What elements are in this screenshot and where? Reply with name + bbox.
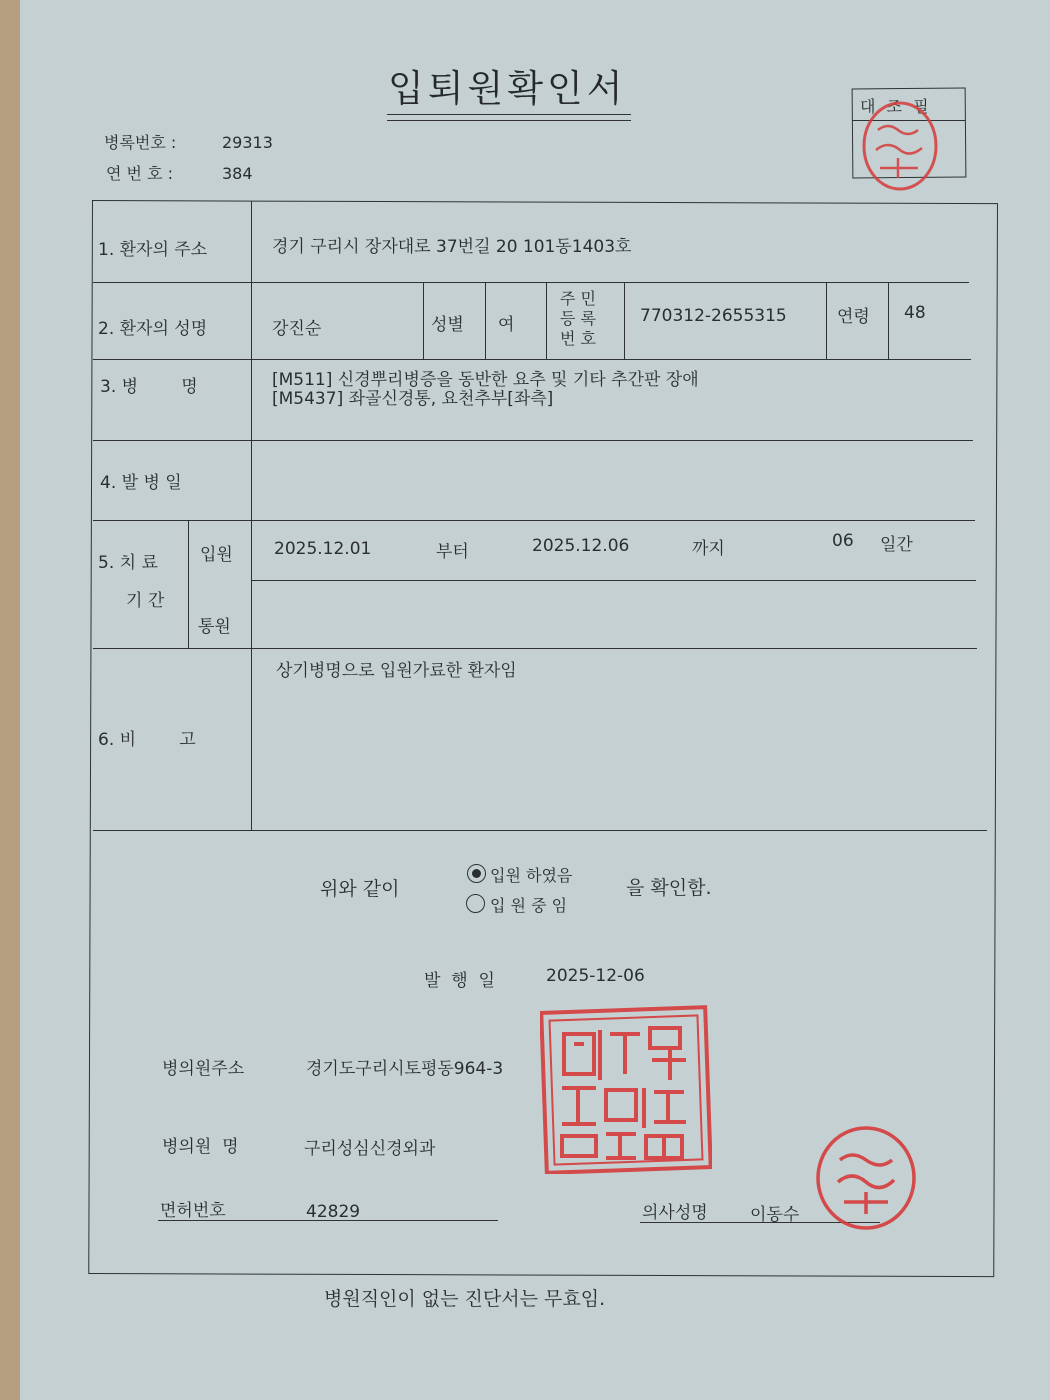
doctor-label: 의사성명 <box>642 1203 708 1223</box>
diagnosis-label: 3. 병 명 <box>100 377 198 397</box>
name-value: 강진순 <box>272 319 322 339</box>
page-title: 입퇴원확인서 <box>388 67 627 110</box>
radio-admitted[interactable] <box>467 864 486 883</box>
serial-no-value: 384 <box>222 164 253 183</box>
issue-date-value: 2025-12-06 <box>546 966 645 986</box>
address-label: 1. 환자의 주소 <box>98 240 208 260</box>
treatment-label: 5. 치 료 <box>98 553 158 573</box>
end-date: 2025.12.06 <box>532 536 630 556</box>
hospital-address-label: 병의원주소 <box>162 1059 245 1079</box>
record-no-label: 병록번호 : <box>104 133 177 152</box>
hospital-name-value: 구리성심신경외과 <box>304 1139 436 1159</box>
doctor-seal <box>814 1124 918 1232</box>
column-divider <box>546 282 547 359</box>
rrn-value: 770312-2655315 <box>640 306 787 326</box>
title-underline <box>387 114 631 115</box>
row-divider <box>93 282 969 283</box>
radio-selected-dot <box>472 869 481 878</box>
row-divider <box>93 520 975 521</box>
confirm-prefix: 위와 같이 <box>320 878 400 900</box>
column-divider <box>251 201 252 831</box>
radio-in-hospital[interactable] <box>466 894 485 913</box>
onset-label: 4. 발 병 일 <box>100 473 182 493</box>
diagnosis-line1: [M511] 신경뿌리병증을 동반한 요추 및 기타 추간판 장애 <box>272 370 699 390</box>
treatment-label-2: 기 간 <box>126 591 165 611</box>
address-value: 경기 구리시 장자대로 37번길 20 101동1403호 <box>272 237 632 257</box>
row-divider <box>93 830 987 831</box>
rrn-label-line2: 등 록 <box>560 309 596 328</box>
issue-date-label: 발 행 일 <box>424 971 495 991</box>
option-in-hospital-label: 입 원 중 임 <box>490 896 568 915</box>
column-divider <box>423 282 424 359</box>
confirm-suffix: 을 확인함. <box>626 877 712 899</box>
row-divider <box>93 440 973 441</box>
record-no-value: 29313 <box>222 133 273 152</box>
inpatient-label: 입원 <box>200 545 233 565</box>
remarks-value: 상기병명으로 입원가료한 환자임 <box>276 661 517 681</box>
serial-no-label: 연 번 호 : <box>106 164 174 183</box>
diagnosis-line2: [M5437] 좌골신경통, 요천추부[좌측] <box>272 389 554 409</box>
sex-value: 여 <box>498 315 515 335</box>
hospital-address-value: 경기도구리시토평동964-3 <box>306 1059 504 1079</box>
rrn-label-line3: 번 호 <box>560 329 596 348</box>
name-label: 2. 환자의 성명 <box>98 319 208 339</box>
column-divider <box>485 282 486 359</box>
hospital-seal <box>540 1004 712 1174</box>
age-label: 연령 <box>837 307 870 327</box>
footer-note: 병원직인이 없는 진단서는 무효임. <box>324 1288 606 1310</box>
remarks-label: 6. 비 고 <box>98 730 196 750</box>
verification-box-label: 대 조 필 <box>860 97 932 116</box>
sex-label: 성별 <box>431 315 464 335</box>
from-text: 부터 <box>436 542 469 562</box>
column-divider <box>188 520 189 648</box>
days-unit: 일간 <box>880 535 913 555</box>
row-divider <box>93 359 971 360</box>
until-text: 까지 <box>692 539 725 559</box>
doctor-name: 이동수 <box>750 1205 800 1225</box>
column-divider <box>888 282 889 359</box>
start-date: 2025.12.01 <box>274 539 372 559</box>
title-underline-2 <box>387 120 631 121</box>
days-value: 06 <box>832 531 854 551</box>
license-value: 42829 <box>306 1202 361 1222</box>
rrn-label-line1: 주 민 <box>560 289 596 308</box>
age-value: 48 <box>904 303 926 323</box>
verification-stamp <box>858 100 942 192</box>
column-divider <box>826 282 827 359</box>
outpatient-label: 통원 <box>198 617 231 637</box>
row-divider <box>252 580 976 581</box>
row-divider <box>93 648 977 649</box>
license-label: 면허번호 <box>160 1201 226 1221</box>
column-divider <box>624 282 625 359</box>
hospital-name-label: 병의원 명 <box>162 1137 239 1157</box>
option-admitted-label: 입원 하였음 <box>490 866 573 885</box>
